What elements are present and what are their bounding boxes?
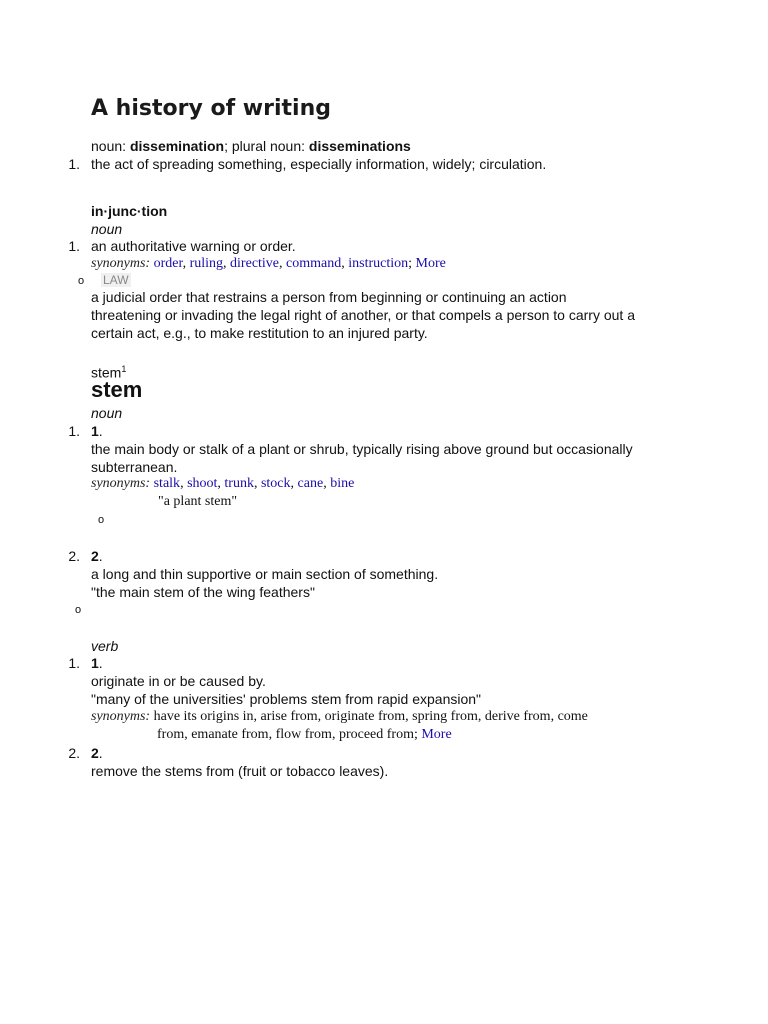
synonym-link[interactable]: stock bbox=[260, 476, 291, 491]
definition-line: originate in or be caused by. bbox=[91, 673, 266, 689]
headword-text: stem bbox=[91, 364, 122, 381]
sense-number: 1. bbox=[91, 423, 103, 439]
part-of-speech: noun bbox=[91, 221, 123, 237]
synonyms-label: synonyms: bbox=[91, 256, 151, 271]
definition: the act of spreading something, especially information, widely; circulation. bbox=[91, 156, 547, 172]
synonyms-text: from, emanate from, flow from, proceed from; bbox=[157, 727, 418, 742]
list-number: 2. bbox=[68, 745, 80, 761]
synonym-link[interactable]: directive bbox=[230, 256, 280, 271]
synonym-link[interactable]: bine bbox=[330, 476, 355, 491]
synonym-link[interactable]: stalk bbox=[153, 476, 181, 491]
synonym-link[interactable]: ruling bbox=[189, 256, 224, 271]
plural-headword: disseminations bbox=[308, 138, 411, 154]
example: "the main stem of the wing feathers" bbox=[91, 584, 315, 600]
page-title: A history of writing bbox=[91, 96, 331, 121]
example: "a plant stem" bbox=[158, 494, 238, 509]
synonyms-text: have its origins in, arise from, originate from, spring from, derive from, come bbox=[153, 709, 588, 724]
list-number: 1. bbox=[68, 238, 80, 254]
homograph-number: 1 bbox=[121, 364, 127, 374]
definition-line: a judicial order that restrains a person from beginning or continuing an action bbox=[91, 289, 567, 305]
sub-bullet: o bbox=[75, 604, 82, 616]
list-number: 1. bbox=[68, 156, 80, 172]
example: "many of the universities' problems stem from rapid expansion" bbox=[91, 691, 482, 707]
list-number: 1. bbox=[68, 655, 80, 671]
sub-bullet: o bbox=[98, 514, 105, 526]
synonyms-line bbox=[91, 708, 588, 726]
definition: an authoritative warning or order. bbox=[91, 238, 296, 254]
definition-line: remove the stems from (fruit or tobacco leaves). bbox=[91, 763, 389, 779]
pos-prefix: noun: bbox=[91, 138, 130, 154]
sense-number: 2. bbox=[91, 548, 103, 564]
more-link[interactable]: More bbox=[415, 256, 446, 271]
headword-large: stem bbox=[91, 377, 143, 402]
synonym-link[interactable]: instruction bbox=[348, 256, 409, 271]
definition-line: a long and thin supportive or main section of something. bbox=[91, 566, 439, 582]
plural-prefix: ; plural noun: bbox=[224, 138, 309, 154]
sense-number: 1. bbox=[91, 655, 103, 671]
synonyms-label: synonyms: bbox=[91, 476, 151, 491]
part-of-speech: noun bbox=[91, 405, 123, 421]
synonyms-label: synonyms: bbox=[91, 709, 151, 724]
subject-tag: LAW bbox=[103, 273, 129, 287]
synonym-link[interactable]: cane bbox=[297, 476, 324, 491]
part-of-speech: verb bbox=[91, 638, 119, 654]
definition-line: the main body or stalk of a plant or shrub, typically rising above ground but occasionally bbox=[91, 441, 633, 457]
sense-number: 2. bbox=[91, 745, 103, 761]
definition-line: subterranean. bbox=[91, 459, 178, 475]
sub-bullet: o bbox=[78, 275, 85, 287]
headword: dissemination bbox=[129, 138, 225, 154]
list-number: 2. bbox=[68, 548, 80, 564]
more-link[interactable]: More bbox=[421, 727, 452, 742]
synonyms-line-continued bbox=[157, 726, 452, 744]
definition-line: threatening or invading the legal right of another, or that compels a person to carry out a bbox=[91, 307, 635, 323]
headword: in·junc·tion bbox=[91, 203, 168, 219]
synonym-link[interactable]: order bbox=[153, 256, 183, 271]
synonyms-line: synonyms: order, ruling, directive, command, instruction; More bbox=[91, 256, 446, 271]
synonym-link[interactable]: shoot bbox=[187, 476, 218, 491]
definition-line: certain act, e.g., to make restitution to an injured party. bbox=[91, 325, 428, 341]
list-number: 1. bbox=[68, 423, 80, 439]
synonym-link[interactable]: command bbox=[286, 256, 342, 271]
synonym-link[interactable]: trunk bbox=[224, 476, 254, 491]
synonyms-line: synonyms: stalk, shoot, trunk, stock, cane, bine bbox=[91, 476, 355, 491]
dissemination-line bbox=[91, 137, 411, 155]
